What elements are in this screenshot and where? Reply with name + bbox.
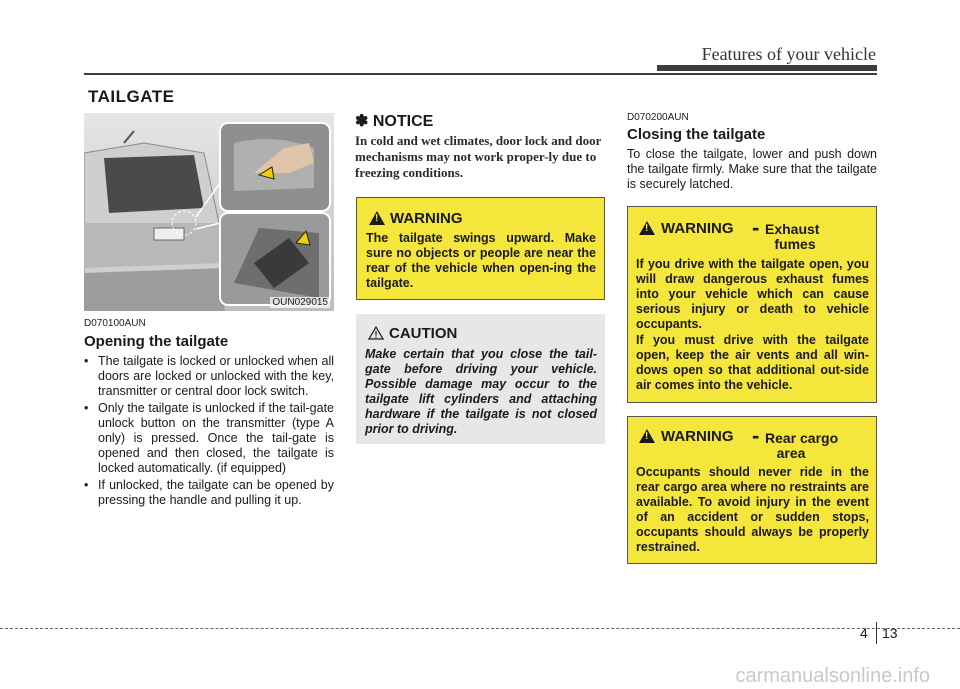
running-header: Features of your vehicle: [701, 44, 876, 64]
warning-box-cargo: [627, 416, 877, 564]
watermark: carmanualsonline.info: [735, 665, 930, 687]
opening-code: D070100AUN: [84, 318, 146, 329]
warning-icon: [639, 429, 655, 443]
bullet-text: The tailgate is locked or unlocked when all doors are locked or unlocked with the key, transmitter or central door lock switch.: [98, 354, 334, 398]
caution-title: CAUTION: [389, 325, 458, 342]
warning-subject: Rear cargo: [765, 430, 839, 446]
warning-icon: [369, 211, 385, 225]
warning-box-tailgate: [356, 197, 605, 300]
closing-body: To close the tailgate, lower and push down the tailgate firmly. Make sure that the tailgate is securely latched.: [627, 147, 877, 191]
page-number: 13: [882, 625, 898, 641]
warning-dash: -: [752, 215, 760, 240]
notice-body: In cold and wet climates, door lock and door mechanisms may not work proper-ly due to freezing conditions.: [355, 133, 602, 180]
warning-body: The tailgate swings upward. Make sure no objects or people are near the rear of the vehicle when open-ing the tailgate.: [366, 231, 596, 290]
warning-paragraph: If you drive with the tailgate open, you will draw dangerous exhaust fumes into your vehicle which can cause serious injury or death to vehicle occupants.: [636, 257, 869, 331]
caution-icon: [368, 326, 384, 340]
caution-body: Make certain that you close the tail-gate before driving your vehicle. Possible damage may occur to the tailgate lift cylinders and attaching hardware if the tailgate is not closed prior to driving.: [365, 347, 597, 436]
opening-bullet-list: [84, 354, 334, 508]
list-item: • If unlocked, the tailgate can be opened by pressing the handle and pulling it up.: [84, 478, 334, 507]
caution-box: [356, 314, 605, 444]
warning-paragraph: If you must drive with the tailgate open, keep the air vents and all win-dows open so that additional out-side air comes into the vehicle.: [636, 333, 869, 392]
notice-heading: ✽ NOTICE: [355, 113, 434, 130]
opening-heading: Opening the tailgate: [84, 333, 229, 350]
closing-heading: Closing the tailgate: [627, 126, 766, 143]
header-rule: [84, 73, 877, 75]
warning-box-exhaust: [627, 206, 877, 403]
list-item: • The tailgate is locked or unlocked when all doors are locked or unlocked with the key, transmitter or central door lock switch.: [84, 354, 334, 398]
figure-code: OUN029015: [272, 297, 328, 308]
footer-rule: [0, 628, 960, 629]
warning-paragraph: Occupants should never ride in the rear cargo area where no restraints are available. To avoid injury in the event of an accident or sudden stops, occupants should always be properly restrained.: [636, 465, 869, 554]
warning-title: WARNING: [661, 220, 734, 237]
section-number: 4: [860, 625, 868, 641]
warning-subject-cont: fumes: [774, 236, 816, 252]
warning-title: WARNING: [390, 210, 463, 227]
warning-icon: [639, 221, 655, 235]
warning-title: WARNING: [661, 428, 734, 445]
section-title: TAILGATE: [88, 87, 175, 106]
closing-code: D070200AUN: [627, 112, 689, 123]
warning-subject-cont: area: [776, 445, 806, 461]
page-divider: [876, 622, 877, 644]
warning-subject: Exhaust: [765, 221, 820, 237]
warning-dash: -: [752, 423, 760, 448]
bullet-text: If unlocked, the tailgate can be opened by pressing the handle and pulling it up.: [98, 478, 334, 507]
tailgate-photo: [84, 113, 334, 311]
bullet-text: Only the tailgate is unlocked if the tail-gate unlock button on the transmitter (type A only) is pressed. Once the tail-gate is opened and then closed, the tailgate is locked automatically. (if equipped): [98, 401, 334, 475]
list-item: • Only the tailgate is unlocked if the tail-gate unlock button on the transmitter (type A only) is pressed. Once the tail-gate is opened and then closed, the tailgate is locked automatically. (if equipped): [84, 401, 334, 475]
header-bar: [657, 65, 877, 71]
